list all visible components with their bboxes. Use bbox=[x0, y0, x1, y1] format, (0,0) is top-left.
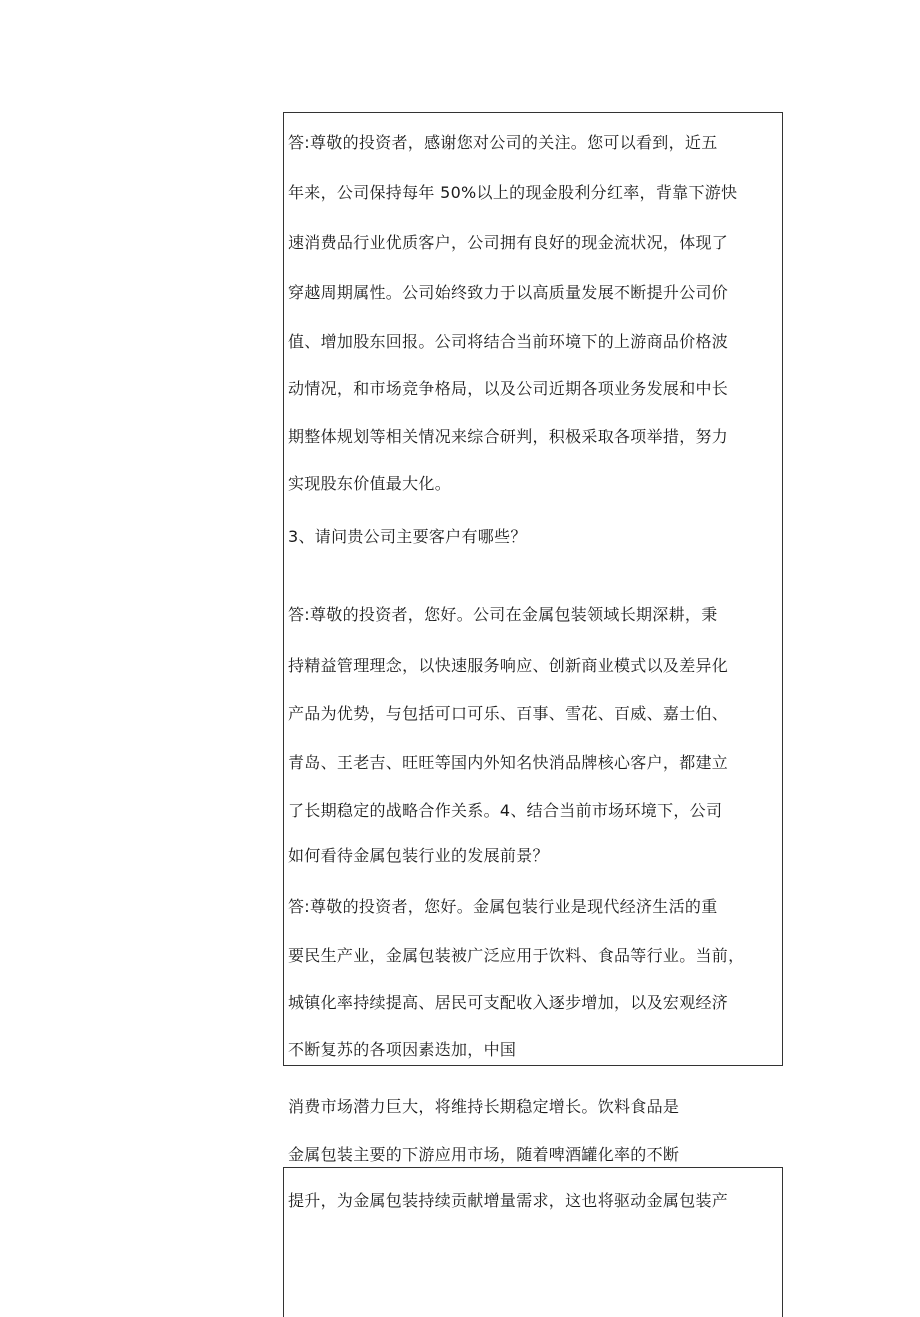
text-line: 答:尊敬的投资者，感谢您对公司的关注。您可以看到，近五 bbox=[288, 133, 718, 152]
text-line: 消费市场潜力巨大，将维持长期稳定增长。饮料食品是 bbox=[288, 1097, 680, 1116]
text-line: 产品为优势，与包括可口可乐、百事、雪花、百威、嘉士伯、 bbox=[288, 704, 729, 723]
text-line: 动情况，和市场竞争格局，以及公司近期各项业务发展和中长 bbox=[288, 379, 729, 398]
text-line: 持精益管理理念，以快速服务响应、创新商业模式以及差异化 bbox=[288, 656, 729, 675]
question-line: 如何看待金属包装行业的发展前景？ bbox=[288, 846, 549, 865]
text-line: 了长期稳定的战略合作关系。4、结合当前市场环境下，公司 bbox=[288, 801, 723, 820]
continuation-box bbox=[283, 1167, 783, 1317]
text-line: 青岛、王老吉、旺旺等国内外知名快消品牌核心客户，都建立 bbox=[288, 753, 729, 772]
text-line: 答:尊敬的投资者，您好。公司在金属包装领域长期深耕，秉 bbox=[288, 605, 718, 624]
question-line: 3、请问贵公司主要客户有哪些？ bbox=[288, 527, 527, 546]
answer-box bbox=[283, 112, 783, 1066]
text-line: 不断复苏的各项因素迭加，中国 bbox=[288, 1040, 517, 1059]
text-line: 金属包装主要的下游应用市场，随着啤酒罐化率的不断 bbox=[288, 1145, 680, 1164]
text-line: 城镇化率持续提高、居民可支配收入逐步增加，以及宏观经济 bbox=[288, 993, 729, 1012]
text-line: 提升，为金属包装持续贡献增量需求，这也将驱动金属包装产 bbox=[288, 1191, 729, 1210]
text-line: 穿越周期属性。公司始终致力于以高质量发展不断提升公司价 bbox=[288, 283, 729, 302]
text-line: 实现股东价值最大化。 bbox=[288, 474, 452, 493]
text-line: 期整体规划等相关情况来综合研判，积极采取各项举措，努力 bbox=[288, 427, 729, 446]
text-line: 值、增加股东回报。公司将结合当前环境下的上游商品价格波 bbox=[288, 332, 729, 351]
text-line: 答:尊敬的投资者，您好。金属包装行业是现代经济生活的重 bbox=[288, 897, 718, 916]
text-line: 年来，公司保持每年 50%以上的现金股利分红率，背靠下游快 bbox=[288, 183, 738, 202]
text-line: 要民生产业，金属包装被广泛应用于饮料、食品等行业。当前， bbox=[288, 946, 745, 965]
text-line: 速消费品行业优质客户，公司拥有良好的现金流状况，体现了 bbox=[288, 233, 729, 252]
